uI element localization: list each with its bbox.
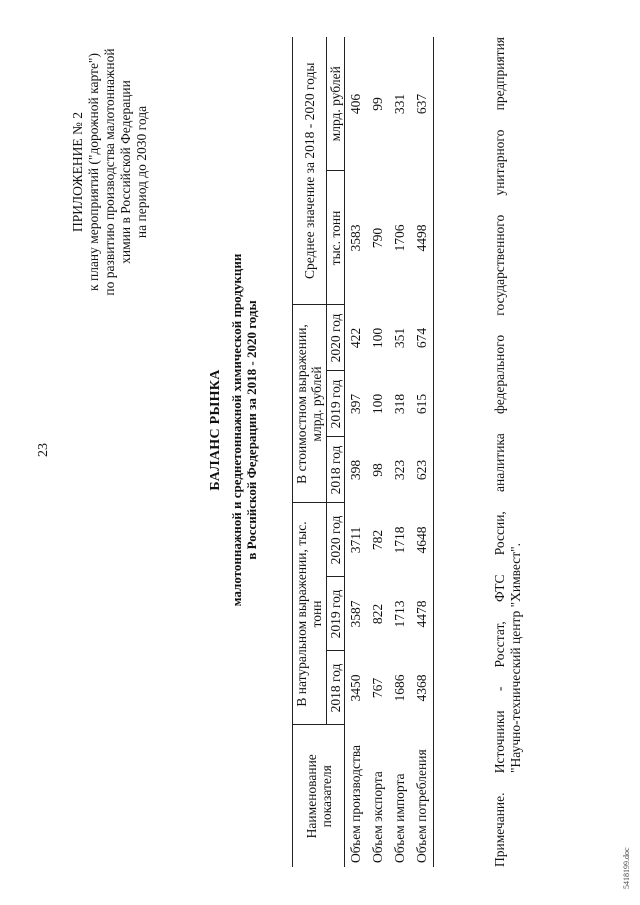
header-year: 2019 год [327,371,345,437]
table-cell: 822 [370,603,385,625]
table-row [345,37,368,867]
table-cell: 99 [370,97,385,111]
table-cell: 767 [370,677,385,699]
table-cell: 398 [348,459,363,481]
table-cell: 1718 [392,526,407,554]
table-cell: 3711 [348,526,363,554]
market-balance-table [292,37,434,867]
note-line: "Научно-технический центр "Химвест". [508,542,523,773]
table-cell: 623 [411,437,434,503]
table-title [208,205,260,655]
table-cell: 318 [392,393,407,415]
table-cell: 351 [392,327,407,349]
table-cell: 1686 [392,674,407,702]
table-row [411,37,434,867]
table-cell: 100 [370,393,385,415]
table-cell: 323 [392,459,407,481]
table-row [367,37,389,867]
row-label: Объем потребления [411,725,434,867]
header-year: 2018 год [327,437,345,503]
table-cell: 422 [348,327,363,349]
table-cell: 615 [411,371,434,437]
appendix-line: химии в Российской Федерации [118,80,133,264]
table-cell: 674 [411,305,434,371]
table-cell: 3587 [348,600,363,628]
table-cell: 4478 [411,577,434,651]
table-cell: 4498 [411,171,434,305]
header-year: 2020 год [327,503,345,577]
table-row [389,37,411,867]
appendix-header [70,27,150,317]
row-label: Объем экспорта [370,771,385,863]
appendix-line: к плану мероприятий ("дорожной карте") [86,53,101,291]
header-value-group: В стоимостном выражении, млрд. рублей [293,305,327,503]
row-label: Объем производства [348,744,363,863]
table-cell: 782 [370,529,385,551]
title-main: БАЛАНС РЫНКА [208,369,223,491]
appendix-line: по развитию производства малотоннажной [102,48,117,296]
document-reference: 5418199.doc [622,847,631,889]
header-average-group: Среднее значение за 2018 - 2020 годы [293,37,327,305]
header-year: 2020 год [327,305,345,371]
note-line: Примечание. Источники - Росстат, ФТС России, аналитика федерального государственного унитарного предприятия [492,37,507,867]
market-balance-table-wrap [292,37,434,867]
row-label: Объем импорта [392,773,407,863]
header-indicator-name: Наименование показателя [303,754,334,839]
header-year: 2018 год [327,651,345,725]
table-cell: 397 [348,393,363,415]
table-cell: 100 [370,327,385,349]
table-cell: 4368 [411,651,434,725]
table-cell: 406 [348,93,363,115]
table-cell: 790 [370,227,385,249]
table-cell: 331 [392,93,407,115]
header-natural-group: В натуральном выражении, тыс. тонн [293,503,327,725]
title-line: малотоннажной и среднетоннажной химической продукции [228,253,244,607]
appendix-line: ПРИЛОЖЕНИЕ № 2 [70,111,85,233]
table-cell: 1706 [392,224,407,252]
title-line: в Российской Федерации за 2018 - 2020 годы [244,300,259,560]
table-cell: 98 [370,463,385,477]
table-cell: 3450 [348,674,363,702]
page-number: 23 [36,443,51,457]
table-cell: 1713 [392,600,407,628]
header-year: 2019 год [327,577,345,651]
table-cell: 4648 [411,503,434,577]
source-note [492,37,524,867]
header-unit: млрд. рублей [327,37,345,171]
table-cell: 3583 [348,224,363,252]
header-unit: тыс. тонн [327,171,345,305]
table-cell: 637 [411,37,434,171]
appendix-line: на период до 2030 года [134,105,149,239]
